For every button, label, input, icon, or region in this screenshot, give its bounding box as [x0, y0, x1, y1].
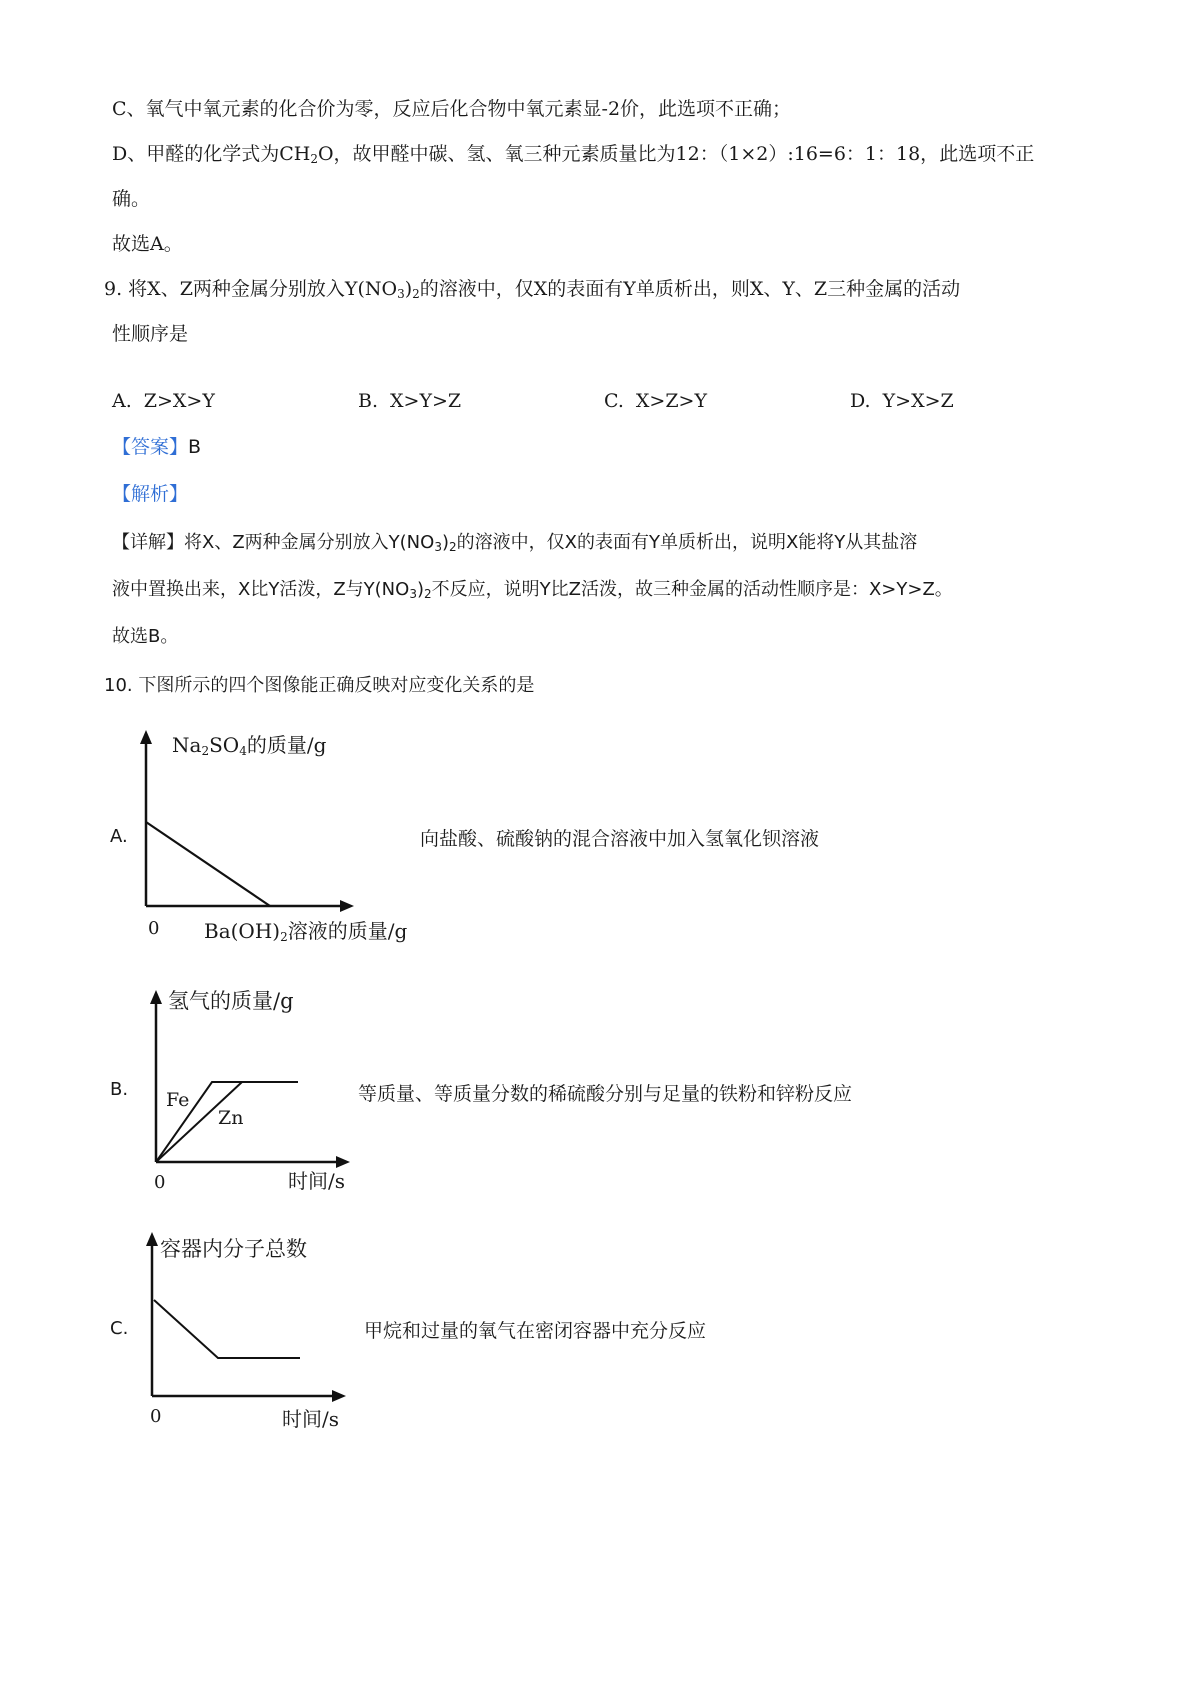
x-axis-arrow: [340, 900, 354, 912]
text-segment: 溶液的质量/g: [287, 919, 408, 943]
answer-tag: 【答案】: [112, 436, 189, 458]
text-segment: O，故甲醛中碳、氢、氧三种元素质量比为12：（1×2）:16=6：1：18，此选项不正: [317, 143, 1035, 165]
q9-option-b: [358, 388, 461, 414]
y-axis-arrow: [140, 730, 152, 744]
text-segment: 的质量/g: [246, 733, 327, 757]
y-axis-arrow: [150, 990, 162, 1004]
option-letter: C.: [604, 390, 624, 412]
graph-b-description: 等质量、等质量分数的稀硫酸分别与足量的铁粉和锌粉反应: [358, 1083, 853, 1105]
text-segment: SO: [209, 733, 240, 757]
text-segment: D、甲醛的化学式为CH: [112, 143, 311, 165]
text-segment: 的溶液中，仅X的表面有Y单质析出，说明X能将Y从其盐溶: [456, 532, 918, 553]
option-c-explanation: C、氧气中氧元素的化合价为零，反应后化合物中氧元素显-2价，此选项不正确；: [112, 98, 792, 120]
text-segment: 9. 将X、Z两种金属分别放入Y(NO: [104, 278, 398, 300]
y-axis-arrow: [146, 1232, 158, 1246]
option-text: X>Y>Z: [390, 390, 462, 412]
y-axis-label: 氢气的质量/g: [168, 989, 294, 1013]
graph-a-description: 向盐酸、硫酸钠的混合溶液中加入氢氧化钡溶液: [420, 828, 820, 850]
option-text: Z>X>Y: [143, 390, 215, 412]
subscript: 3: [409, 587, 417, 601]
q9-option-d: [850, 388, 954, 414]
subscript: 2: [412, 287, 420, 301]
q9-answer: [112, 434, 201, 460]
subscript: 2: [310, 152, 318, 166]
option-d-continuation: 确。: [112, 188, 151, 210]
subscript: 2: [423, 587, 432, 601]
subscript: 3: [434, 540, 442, 554]
graph-b-label: B.: [110, 1079, 129, 1100]
subscript: 4: [239, 744, 247, 758]
x-axis-arrow: [336, 1156, 350, 1168]
option-letter: A.: [112, 390, 132, 412]
q9-option-a: [112, 388, 215, 414]
q9-option-c: [604, 388, 707, 414]
text-segment: ): [441, 532, 449, 553]
line-molecule-count: [154, 1300, 300, 1358]
q9-analysis-tag: 【解析】: [112, 483, 189, 505]
y-axis-label: [172, 733, 327, 758]
graph-a-label: A.: [110, 826, 128, 847]
series-label-fe: Fe: [166, 1089, 190, 1111]
line-na2so4: [146, 822, 270, 906]
option-text: Y>X>Z: [882, 390, 954, 412]
subscript: 2: [280, 930, 288, 944]
origin-label: 0: [154, 1172, 166, 1193]
q10-stem: 10. 下图所示的四个图像能正确反映对应变化关系的是: [104, 675, 535, 696]
q9-detail-line2: [112, 577, 953, 603]
y-axis-label: 容器内分子总数: [160, 1237, 307, 1261]
origin-label: 0: [150, 1406, 162, 1427]
choose-a: 故选A。: [112, 233, 183, 255]
text-segment: Na: [172, 733, 202, 757]
x-axis-label: 时间/s: [288, 1169, 346, 1193]
subscript: 2: [201, 744, 210, 758]
series-label-zn: Zn: [218, 1107, 244, 1129]
option-d-explanation: [112, 141, 1034, 167]
q9-stem-continuation: 性顺序是: [112, 323, 189, 345]
text-segment: 的溶液中，仅X的表面有Y单质析出，则X、Y、Z三种金属的活动: [419, 278, 961, 300]
answer-value: B: [188, 436, 202, 458]
x-axis-arrow: [332, 1390, 346, 1402]
subscript: 2: [448, 540, 457, 554]
option-text: X>Z>Y: [635, 390, 708, 412]
subscript: 3: [397, 287, 405, 301]
option-letter: B.: [358, 390, 379, 412]
graph-c-description: 甲烷和过量的氧气在密闭容器中充分反应: [364, 1320, 707, 1342]
text-segment: ): [404, 278, 413, 300]
q9-detail: [112, 530, 917, 556]
text-segment: 不反应，说明Y比Z活泼，故三种金属的活动性顺序是：X>Y>Z。: [431, 579, 953, 600]
text-segment: 【详解】将X、Z两种金属分别放入Y(NO: [112, 532, 435, 553]
q9-choose: 故选B。: [112, 626, 179, 647]
text-segment: ): [416, 579, 424, 600]
graph-c-label: C.: [110, 1318, 129, 1339]
q9-stem: [104, 276, 960, 302]
option-letter: D.: [850, 390, 871, 412]
origin-label: 0: [148, 918, 160, 939]
x-axis-label: 时间/s: [282, 1407, 340, 1431]
text-segment: 液中置换出来，X比Y活泼，Z与Y(NO: [112, 579, 410, 600]
x-axis-label: [204, 919, 407, 944]
text-segment: Ba(OH): [204, 919, 281, 943]
